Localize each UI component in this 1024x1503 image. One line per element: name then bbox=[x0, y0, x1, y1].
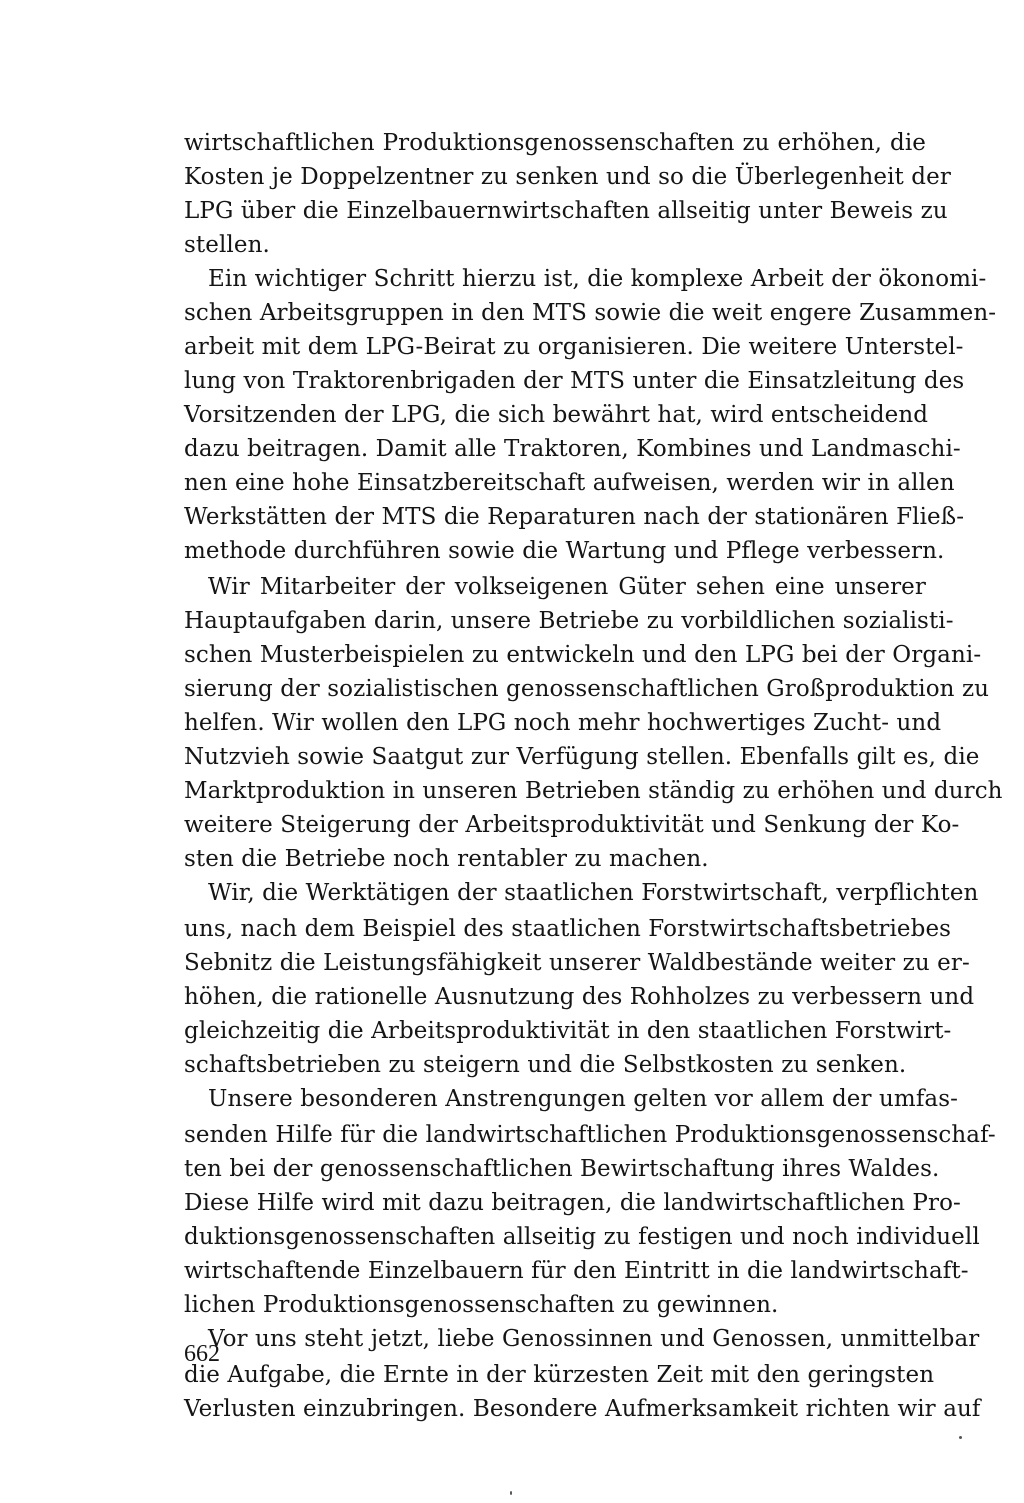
text-line: helfen. Wir wollen den LPG noch mehr hochwertiges Zucht- und bbox=[184, 710, 942, 736]
text-line: wirtschaftende Einzelbauern für den Eintritt in die landwirtschaft- bbox=[184, 1258, 969, 1284]
text-line: Sebnitz die Leistungsfähigkeit unserer Waldbestände weiter zu er- bbox=[184, 950, 970, 976]
text-line: stellen. bbox=[184, 232, 270, 258]
text-line: weitere Steigerung der Arbeitsproduktivität und Senkung der Ko- bbox=[184, 812, 960, 838]
text-line: Hauptaufgaben darin, unsere Betriebe zu vorbildlichen sozialisti- bbox=[184, 608, 954, 634]
scan-speck bbox=[510, 1491, 512, 1495]
text-line: dazu beitragen. Damit alle Traktoren, Kombines und Landmaschi- bbox=[184, 436, 961, 462]
text-line: ten bei der genossenschaftlichen Bewirtschaftung ihres Waldes. bbox=[184, 1156, 940, 1182]
text-line: lichen Produktionsgenossenschaften zu gewinnen. bbox=[184, 1292, 779, 1318]
text-line: lung von Traktorenbrigaden der MTS unter die Einsatzleitung des bbox=[184, 368, 965, 394]
text-line: wirtschaftlichen Produktionsgenossenschaften zu erhöhen, die bbox=[184, 130, 926, 156]
text-line: höhen, die rationelle Ausnutzung des Rohholzes zu verbessern und bbox=[184, 984, 975, 1010]
text-line: Verlusten einzubringen. Besondere Aufmerksamkeit richten wir auf bbox=[184, 1396, 981, 1422]
text-line: methode durchführen sowie die Wartung und Pflege verbessern. bbox=[184, 538, 945, 564]
text-line: Kosten je Doppelzentner zu senken und so die Überlegenheit der bbox=[184, 164, 951, 190]
text-line: Vorsitzenden der LPG, die sich bewährt hat, wird entscheidend bbox=[184, 402, 929, 428]
page-number: 662 bbox=[184, 1341, 220, 1367]
text-line: gleichzeitig die Arbeitsproduktivität in den staatlichen Forstwirt- bbox=[184, 1018, 952, 1044]
text-line: Werkstätten der MTS die Reparaturen nach der stationären Fließ- bbox=[184, 504, 965, 530]
text-line: die Aufgabe, die Ernte in der kürzesten Zeit mit den geringsten bbox=[184, 1362, 935, 1388]
text-line: Ein wichtiger Schritt hierzu ist, die komplexe Arbeit der ökonomi- bbox=[208, 266, 987, 292]
text-line: LPG über die Einzelbauernwirtschaften allseitig unter Beweis zu bbox=[184, 198, 948, 224]
text-line: Wir Mitarbeiter der volkseigenen Güter sehen eine unserer bbox=[208, 574, 926, 600]
text-line: sten die Betriebe noch rentabler zu machen. bbox=[184, 846, 709, 872]
text-line: arbeit mit dem LPG-Beirat zu organisieren. Die weitere Unterstel- bbox=[184, 334, 964, 360]
text-line: Diese Hilfe wird mit dazu beitragen, die landwirtschaftlichen Pro- bbox=[184, 1190, 961, 1216]
text-line: sierung der sozialistischen genossenschaftlichen Großproduktion zu bbox=[184, 676, 990, 702]
text-line: Marktproduktion in unseren Betrieben ständig zu erhöhen und durch bbox=[184, 778, 1003, 804]
text-line: duktionsgenossenschaften allseitig zu festigen und noch individuell bbox=[184, 1224, 980, 1250]
text-line: schen Arbeitsgruppen in den MTS sowie die weit engere Zusammen- bbox=[184, 300, 997, 326]
text-line: Wir, die Werktätigen der staatlichen Forstwirtschaft, verpflichten bbox=[208, 880, 979, 906]
text-line: Unsere besonderen Anstrengungen gelten vor allem der umfas- bbox=[208, 1086, 959, 1112]
scan-speck bbox=[959, 1436, 962, 1439]
text-line: Vor uns steht jetzt, liebe Genossinnen und Genossen, unmittelbar bbox=[208, 1326, 980, 1352]
text-line: uns, nach dem Beispiel des staatlichen Forstwirtschaftsbetriebes bbox=[184, 916, 952, 942]
text-line: nen eine hohe Einsatzbereitschaft aufweisen, werden wir in allen bbox=[184, 470, 955, 496]
text-line: Nutzvieh sowie Saatgut zur Verfügung stellen. Ebenfalls gilt es, die bbox=[184, 744, 980, 770]
text-line: schen Musterbeispielen zu entwickeln und den LPG bei der Organi- bbox=[184, 642, 982, 668]
text-line: senden Hilfe für die landwirtschaftlichen Produktionsgenossenschaf- bbox=[184, 1122, 996, 1148]
text-line: schaftsbetrieben zu steigern und die Selbstkosten zu senken. bbox=[184, 1052, 907, 1078]
